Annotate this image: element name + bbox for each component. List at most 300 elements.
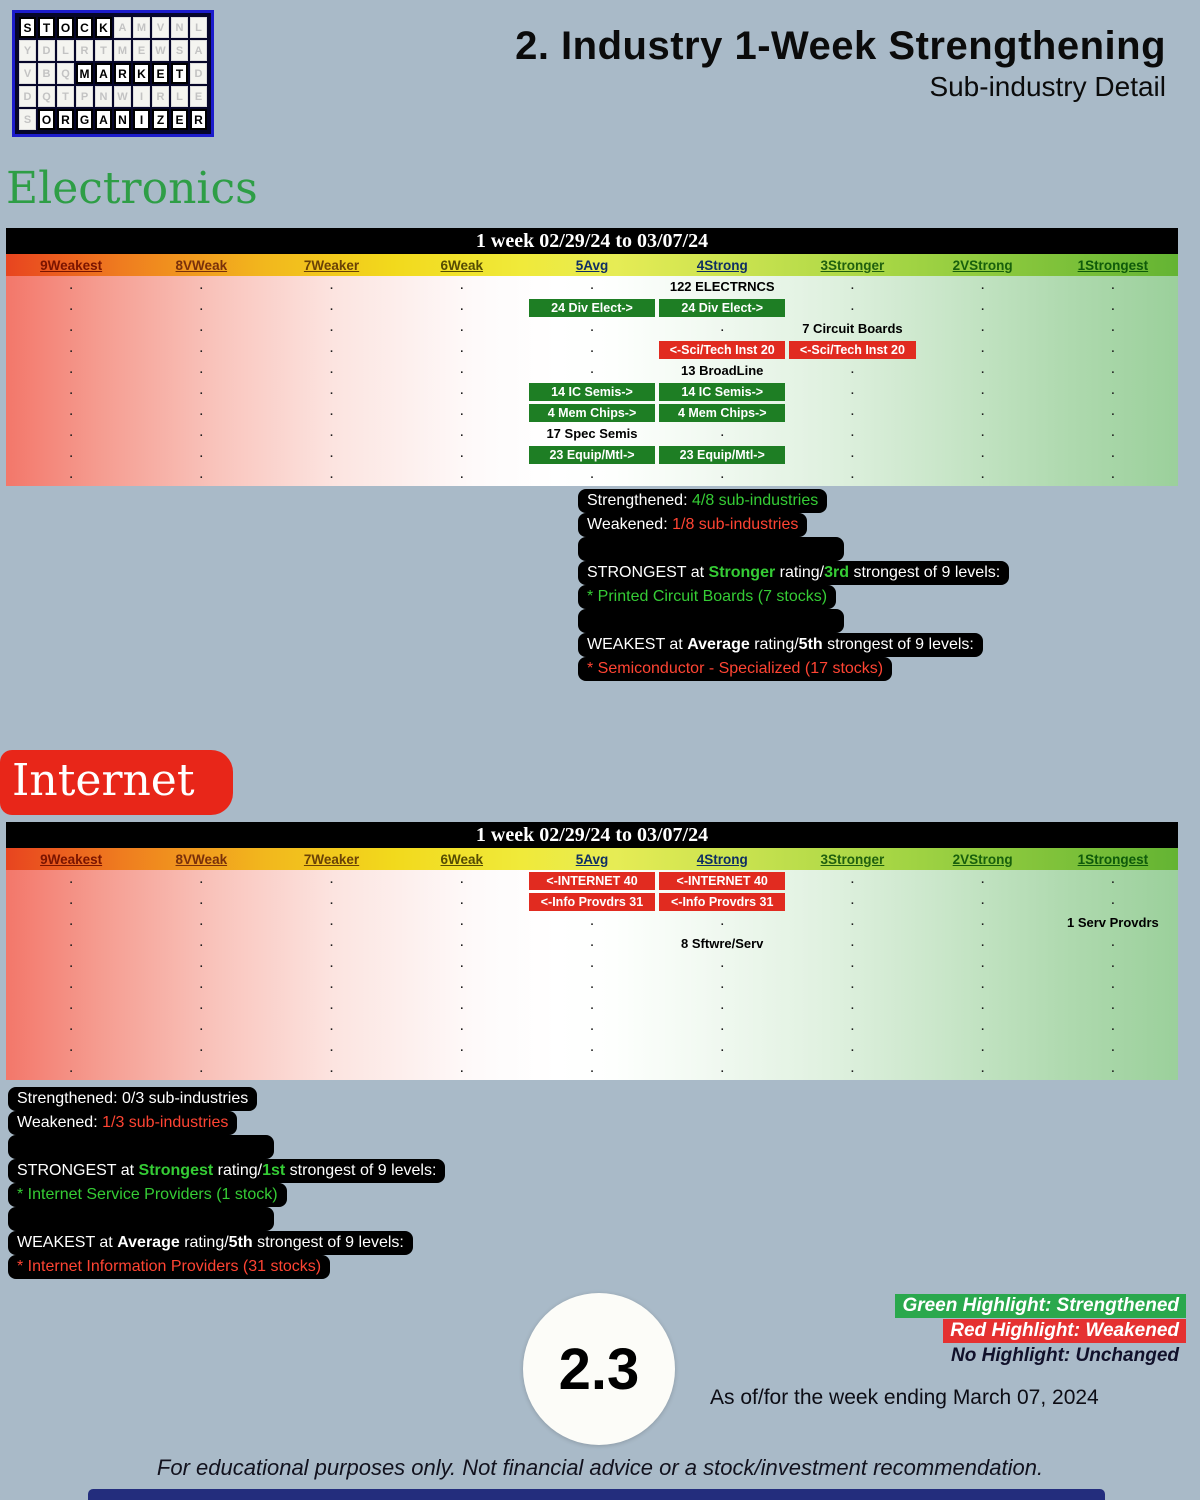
empty-cell	[918, 933, 1048, 954]
placeholder-dot: .	[1111, 1042, 1115, 1054]
summary-text: strongest of 9 levels:	[822, 636, 974, 653]
summary-text: 3rd	[824, 564, 850, 581]
empty-cell	[527, 975, 657, 996]
empty-cell	[1048, 954, 1178, 975]
empty-cell	[918, 975, 1048, 996]
summary-line	[8, 1183, 287, 1207]
placeholder-dot: .	[460, 937, 464, 949]
empty-cell	[136, 1038, 266, 1059]
summary-line	[578, 561, 1009, 585]
summary-text: Average	[687, 636, 750, 653]
placeholder-dot: .	[981, 958, 985, 970]
section-heading-electronics: Electronics	[6, 163, 258, 214]
placeholder-dot: .	[720, 1063, 724, 1075]
empty-cell	[657, 975, 787, 996]
strengthened-label: 14 IC Semis->	[529, 383, 655, 401]
placeholder-dot: .	[330, 1063, 334, 1075]
empty-cell	[918, 954, 1048, 975]
logo-letter-tile: A	[95, 63, 112, 84]
column-header-4strong: 4Strong	[696, 851, 748, 867]
empty-cell	[397, 444, 527, 465]
summary-line	[8, 1087, 257, 1111]
weakened-label: <-Info Provdrs 31	[659, 893, 785, 911]
placeholder-dot: .	[850, 916, 854, 928]
logo-faint-tile: A	[114, 17, 131, 38]
strengthened-label: 4 Mem Chips->	[659, 404, 785, 422]
placeholder-dot: .	[460, 301, 464, 313]
empty-cell	[657, 1059, 787, 1080]
summary-line	[8, 1159, 445, 1183]
empty-cell	[136, 297, 266, 318]
empty-cell	[266, 1038, 396, 1059]
logo-letter-tile: A	[95, 109, 112, 130]
placeholder-dot: .	[69, 406, 73, 418]
empty-cell	[1048, 339, 1178, 360]
logo-faint-tile: L	[190, 17, 207, 38]
empty-cell	[266, 339, 396, 360]
empty-cell	[266, 402, 396, 423]
placeholder-dot: .	[850, 958, 854, 970]
empty-cell	[527, 912, 657, 933]
placeholder-dot: .	[69, 385, 73, 397]
logo-faint-tile: V	[152, 17, 169, 38]
logo-faint-tile: T	[95, 40, 112, 61]
legend-green-strengthened: Green Highlight: Strengthened	[895, 1294, 1186, 1318]
placeholder-dot: .	[981, 937, 985, 949]
placeholder-dot: .	[330, 406, 334, 418]
summary-text: Strengthened:	[587, 492, 692, 509]
empty-cell	[397, 360, 527, 381]
placeholder-dot: .	[69, 916, 73, 928]
logo-faint-tile: D	[19, 86, 36, 107]
placeholder-dot: .	[199, 448, 203, 460]
placeholder-dot: .	[590, 916, 594, 928]
placeholder-dot: .	[460, 280, 464, 292]
empty-cell	[1048, 465, 1178, 486]
empty-cell	[1048, 318, 1178, 339]
column-header-2vstrong: 2VStrong	[952, 851, 1013, 867]
table-row	[6, 891, 1178, 912]
placeholder-dot: .	[460, 1063, 464, 1075]
empty-cell	[136, 954, 266, 975]
summary-line	[578, 489, 827, 513]
placeholder-dot: .	[590, 979, 594, 991]
table-row	[6, 339, 1178, 360]
summary-text: rating/	[775, 564, 825, 581]
logo-letter-tile: S	[19, 17, 36, 38]
empty-cell	[397, 996, 527, 1017]
empty-cell	[397, 423, 527, 444]
empty-cell	[657, 996, 787, 1017]
placeholder-dot: .	[199, 1063, 203, 1075]
placeholder-dot: .	[199, 280, 203, 292]
logo-letter-tile: T	[38, 17, 55, 38]
summary-text: rating/	[179, 1234, 229, 1251]
placeholder-dot: .	[330, 343, 334, 355]
empty-cell	[136, 1059, 266, 1080]
placeholder-dot: .	[850, 1000, 854, 1012]
empty-cell	[787, 465, 917, 486]
placeholder-dot: .	[590, 343, 594, 355]
placeholder-dot: .	[850, 301, 854, 313]
empty-cell	[266, 360, 396, 381]
placeholder-dot: .	[330, 937, 334, 949]
empty-cell	[918, 297, 1048, 318]
placeholder-dot: .	[69, 280, 73, 292]
logo-letter-tile: E	[171, 109, 188, 130]
subindustry-cell	[657, 933, 787, 954]
subindustry-cell	[527, 891, 657, 912]
subindustry-cell	[657, 444, 787, 465]
empty-cell	[397, 318, 527, 339]
logo-faint-tile: Q	[57, 63, 74, 84]
table-row	[6, 933, 1178, 954]
empty-cell	[266, 318, 396, 339]
placeholder-dot: .	[850, 937, 854, 949]
placeholder-dot: .	[69, 364, 73, 376]
empty-cell	[1048, 423, 1178, 444]
table-row	[6, 381, 1178, 402]
placeholder-dot: .	[850, 448, 854, 460]
placeholder-dot: .	[330, 385, 334, 397]
empty-cell	[6, 465, 136, 486]
logo-faint-tile: R	[152, 86, 169, 107]
logo-letter-tile: K	[95, 17, 112, 38]
empty-cell	[918, 339, 1048, 360]
summary-spacer	[578, 609, 844, 633]
empty-cell	[266, 975, 396, 996]
table-body	[6, 870, 1178, 1080]
empty-cell	[266, 1059, 396, 1080]
placeholder-dot: .	[460, 1021, 464, 1033]
summary-text: WEAKEST at	[587, 636, 688, 653]
column-header-1strongest: 1Strongest	[1077, 257, 1149, 273]
empty-cell	[397, 954, 527, 975]
summary-line	[578, 585, 836, 609]
summary-text: Stronger	[708, 564, 776, 581]
empty-cell	[1048, 1017, 1178, 1038]
placeholder-dot: .	[720, 958, 724, 970]
empty-cell	[6, 381, 136, 402]
placeholder-dot: .	[460, 364, 464, 376]
empty-cell	[136, 975, 266, 996]
weakened-label: <-Info Provdrs 31	[529, 893, 655, 911]
empty-cell	[266, 912, 396, 933]
column-header-5avg: 5Avg	[575, 257, 609, 273]
table-row	[6, 1038, 1178, 1059]
column-header-2vstrong: 2VStrong	[952, 257, 1013, 273]
empty-cell	[397, 381, 527, 402]
placeholder-dot: .	[590, 280, 594, 292]
empty-cell	[1048, 975, 1178, 996]
placeholder-dot: .	[199, 406, 203, 418]
placeholder-dot: .	[981, 895, 985, 907]
legend-no-highlight: No Highlight: Unchanged	[951, 1345, 1179, 1366]
empty-cell	[6, 339, 136, 360]
empty-cell	[1048, 402, 1178, 423]
empty-cell	[136, 996, 266, 1017]
logo-letter-tile: R	[57, 109, 74, 130]
empty-cell	[787, 975, 917, 996]
placeholder-dot: .	[69, 427, 73, 439]
empty-cell	[527, 276, 657, 297]
placeholder-dot: .	[720, 979, 724, 991]
strengthened-label: 23 Equip/Mtl->	[659, 446, 785, 464]
empty-cell	[6, 297, 136, 318]
placeholder-dot: .	[981, 364, 985, 376]
placeholder-dot: .	[1111, 958, 1115, 970]
empty-cell	[918, 465, 1048, 486]
empty-cell	[397, 912, 527, 933]
placeholder-dot: .	[330, 364, 334, 376]
subindustry-cell	[527, 870, 657, 891]
empty-cell	[787, 933, 917, 954]
placeholder-dot: .	[1111, 301, 1115, 313]
placeholder-dot: .	[460, 448, 464, 460]
subindustry-cell	[657, 891, 787, 912]
placeholder-dot: .	[199, 322, 203, 334]
placeholder-dot: .	[720, 427, 724, 439]
placeholder-dot: .	[330, 1000, 334, 1012]
summary-line	[578, 657, 892, 681]
placeholder-dot: .	[981, 916, 985, 928]
empty-cell	[787, 276, 917, 297]
placeholder-dot: .	[590, 1042, 594, 1054]
logo-letter-tile: T	[171, 63, 188, 84]
column-header-5avg: 5Avg	[575, 851, 609, 867]
empty-cell	[787, 954, 917, 975]
summary-text: 1/8 sub-industries	[672, 516, 799, 533]
placeholder-dot: .	[981, 343, 985, 355]
placeholder-dot: .	[460, 1042, 464, 1054]
placeholder-dot: .	[1111, 343, 1115, 355]
empty-cell	[397, 975, 527, 996]
column-header-9weakest: 9Weakest	[40, 257, 103, 273]
column-header-8vweak: 8VWeak	[175, 257, 228, 273]
subindustry-cell	[527, 444, 657, 465]
empty-cell	[136, 465, 266, 486]
placeholder-dot: .	[460, 343, 464, 355]
strengthened-label: 23 Equip/Mtl->	[529, 446, 655, 464]
placeholder-dot: .	[850, 1063, 854, 1075]
placeholder-dot: .	[330, 895, 334, 907]
placeholder-dot: .	[199, 301, 203, 313]
empty-cell	[1048, 933, 1178, 954]
strengthened-label: 4 Mem Chips->	[529, 404, 655, 422]
summary-text: Strongest	[138, 1162, 214, 1179]
placeholder-dot: .	[590, 958, 594, 970]
placeholder-dot: .	[69, 1063, 73, 1075]
placeholder-dot: .	[1111, 937, 1115, 949]
placeholder-dot: .	[69, 1042, 73, 1054]
summary-line	[8, 1231, 413, 1255]
placeholder-dot: .	[1111, 448, 1115, 460]
placeholder-dot: .	[330, 916, 334, 928]
placeholder-dot: .	[850, 1021, 854, 1033]
empty-cell	[136, 423, 266, 444]
placeholder-dot: .	[720, 916, 724, 928]
empty-cell	[397, 297, 527, 318]
summary-text: strongest of 9 levels:	[285, 1162, 437, 1179]
table-row	[6, 360, 1178, 381]
summary-text: Weakened:	[17, 1114, 103, 1131]
logo-faint-tile: I	[133, 86, 150, 107]
summary-spacer	[8, 1207, 274, 1231]
empty-cell	[1048, 870, 1178, 891]
summary-text: Strengthened: 0/3 sub-industries	[17, 1090, 249, 1107]
electronics-summary	[578, 489, 1009, 681]
summary-text: * Internet Information Providers (31 stocks)	[17, 1258, 322, 1275]
internet-strength-table	[6, 822, 1178, 1080]
electronics-strength-table	[6, 228, 1178, 486]
logo-faint-tile: M	[114, 40, 131, 61]
placeholder-dot: .	[850, 469, 854, 481]
column-header-7weaker: 7Weaker	[303, 257, 360, 273]
empty-cell	[918, 1038, 1048, 1059]
placeholder-dot: .	[460, 916, 464, 928]
internet-summary	[8, 1087, 445, 1279]
weakened-label: <-INTERNET 40	[529, 872, 655, 890]
placeholder-dot: .	[69, 322, 73, 334]
weakened-label: <-Sci/Tech Inst 20	[659, 341, 785, 359]
slide-number: 2.3	[558, 1336, 640, 1402]
placeholder-dot: .	[850, 364, 854, 376]
placeholder-dot: .	[981, 1042, 985, 1054]
table-body	[6, 276, 1178, 486]
empty-cell	[657, 423, 787, 444]
placeholder-dot: .	[330, 469, 334, 481]
summary-line	[8, 1255, 330, 1279]
empty-cell	[527, 318, 657, 339]
placeholder-dot: .	[460, 1000, 464, 1012]
column-header-9weakest: 9Weakest	[40, 851, 103, 867]
unchanged-label: 8 Sftwre/Serv	[681, 935, 764, 951]
summary-text: WEAKEST at	[17, 1234, 118, 1251]
empty-cell	[787, 381, 917, 402]
empty-cell	[397, 339, 527, 360]
placeholder-dot: .	[69, 1021, 73, 1033]
strengthened-label: 24 Div Elect->	[529, 299, 655, 317]
empty-cell	[527, 1017, 657, 1038]
placeholder-dot: .	[720, 1000, 724, 1012]
empty-cell	[6, 912, 136, 933]
placeholder-dot: .	[199, 1042, 203, 1054]
section-heading-internet: Internet	[0, 750, 233, 815]
empty-cell	[397, 891, 527, 912]
empty-cell	[136, 402, 266, 423]
empty-cell	[1048, 444, 1178, 465]
empty-cell	[918, 276, 1048, 297]
placeholder-dot: .	[720, 1042, 724, 1054]
placeholder-dot: .	[981, 385, 985, 397]
empty-cell	[787, 870, 917, 891]
highlight-legend	[895, 1294, 1186, 1368]
summary-text: * Internet Service Providers (1 stock)	[17, 1186, 278, 1203]
placeholder-dot: .	[850, 427, 854, 439]
logo-letter-tile: M	[76, 63, 93, 84]
empty-cell	[918, 891, 1048, 912]
summary-text: strongest of 9 levels:	[252, 1234, 404, 1251]
placeholder-dot: .	[590, 322, 594, 334]
placeholder-dot: .	[1111, 280, 1115, 292]
table-row	[6, 912, 1178, 933]
bottom-logo-bar	[88, 1489, 1105, 1500]
unchanged-label: 13 BroadLine	[681, 362, 764, 378]
empty-cell	[136, 381, 266, 402]
table-row	[6, 1017, 1178, 1038]
column-header-6weak: 6Weak	[440, 851, 484, 867]
empty-cell	[787, 444, 917, 465]
placeholder-dot: .	[1111, 385, 1115, 397]
subindustry-cell	[527, 423, 657, 444]
placeholder-dot: .	[590, 1000, 594, 1012]
logo-faint-tile: Y	[19, 40, 36, 61]
empty-cell	[6, 276, 136, 297]
empty-cell	[6, 891, 136, 912]
logo-letter-tile: O	[38, 109, 55, 130]
empty-cell	[6, 870, 136, 891]
placeholder-dot: .	[199, 895, 203, 907]
logo-faint-tile: E	[190, 86, 207, 107]
placeholder-dot: .	[590, 469, 594, 481]
summary-text: STRONGEST at	[17, 1162, 139, 1179]
summary-text: rating/	[749, 636, 799, 653]
table-row	[6, 1059, 1178, 1080]
empty-cell	[266, 297, 396, 318]
empty-cell	[527, 1038, 657, 1059]
stock-market-organizer-logo	[12, 10, 214, 137]
summary-text: 4/8 sub-industries	[691, 492, 819, 509]
table-row	[6, 870, 1178, 891]
placeholder-dot: .	[330, 301, 334, 313]
empty-cell	[266, 276, 396, 297]
placeholder-dot: .	[69, 874, 73, 886]
empty-cell	[6, 996, 136, 1017]
placeholder-dot: .	[1111, 979, 1115, 991]
logo-faint-tile: D	[38, 40, 55, 61]
placeholder-dot: .	[590, 1021, 594, 1033]
placeholder-dot: .	[981, 1021, 985, 1033]
table-row	[6, 444, 1178, 465]
summary-text: strongest of 9 levels:	[849, 564, 1001, 581]
placeholder-dot: .	[69, 958, 73, 970]
empty-cell	[266, 996, 396, 1017]
placeholder-dot: .	[720, 322, 724, 334]
empty-cell	[136, 891, 266, 912]
placeholder-dot: .	[720, 1021, 724, 1033]
subindustry-cell	[657, 297, 787, 318]
empty-cell	[266, 444, 396, 465]
column-header-3stronger: 3Stronger	[820, 257, 885, 273]
empty-cell	[527, 933, 657, 954]
empty-cell	[657, 465, 787, 486]
placeholder-dot: .	[199, 1000, 203, 1012]
placeholder-dot: .	[330, 280, 334, 292]
placeholder-dot: .	[460, 322, 464, 334]
empty-cell	[266, 1017, 396, 1038]
placeholder-dot: .	[850, 406, 854, 418]
empty-cell	[136, 933, 266, 954]
empty-cell	[657, 912, 787, 933]
placeholder-dot: .	[330, 958, 334, 970]
placeholder-dot: .	[199, 1021, 203, 1033]
placeholder-dot: .	[1111, 364, 1115, 376]
empty-cell	[6, 1038, 136, 1059]
placeholder-dot: .	[330, 1021, 334, 1033]
placeholder-dot: .	[1111, 427, 1115, 439]
empty-cell	[1048, 1038, 1178, 1059]
logo-letter-tile: E	[152, 63, 169, 84]
